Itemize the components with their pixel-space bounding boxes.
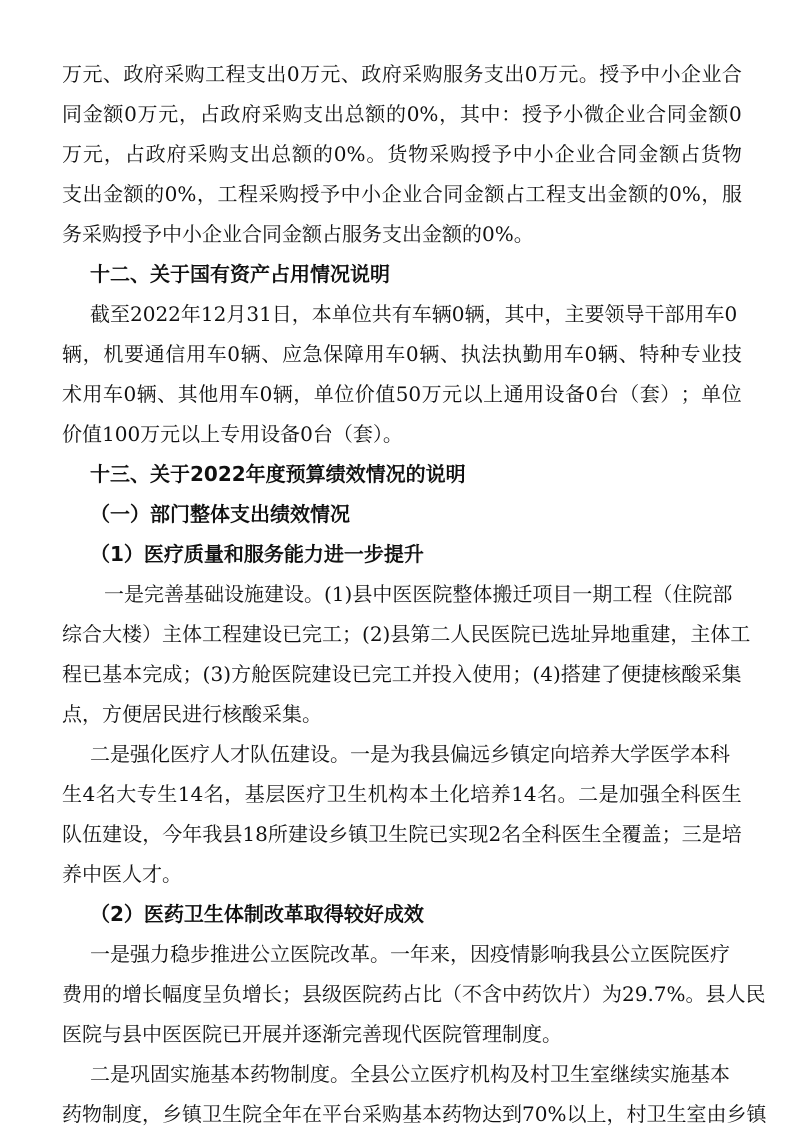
body-line: 万 元 、 政 府 采 购 工 程 支 出 0 万 元 、 政 府 采 购 服 务 支 出 0 万 元 。 授 予 中 小 企 业 合 <box>62 62 742 86</box>
body-line: 辆 ， 机 要 通 信 用 车 0 辆 、 应 急 保 障 用 车 0 辆 、 执 法 执 勤 用 车 0 辆 、 特 种 专 业 技 <box>62 342 742 366</box>
body-line: 一是完善基础设施建设。(1)县中医医院整体搬迁项目一期工程（住院部 <box>104 582 733 606</box>
body-line: 医院与县中医医院已开展并逐渐完善现代医院管理制度。 <box>62 1022 562 1046</box>
body-line: 生 4 名 大 专 生 14 名 ， 基 层 医 疗 卫 生 机 构 本 土 化 培 养 14 名 。 二 是 加 强 全 科 医 生 <box>62 782 742 806</box>
body-line: 程 已 基 本 完 成 ； ( 3 ) 方 舱 医 院 建 设 已 完 工 并 投 入 使 用 ； ( 4 ) 搭 建 了 便 捷 核 酸 采 集 <box>62 662 742 686</box>
body-line: 价值100万元以上专用设备0台（套）。 <box>62 422 403 446</box>
body-line: 截至2022年12月31日，本单位共有车辆0辆，其中，主要领导干部用车0 <box>90 302 738 326</box>
sub-subsection-heading: （2）医药卫生体制改革取得较好成效 <box>90 902 424 926</box>
subsection-heading: （一）部门整体支出绩效情况 <box>90 502 350 526</box>
body-line: 术 用 车 0 辆 、 其 他 用 车 0 辆 ， 单 位 价 值 50 万 元 以 上 通 用 设 备 0 台 （ 套 ） ； 单 位 <box>62 382 742 406</box>
body-line: 万 元 ， 占 政 府 采 购 支 出 总 额 的 0% 。 货 物 采 购 授 予 中 小 企 业 合 同 金 额 占 货 物 <box>62 142 742 166</box>
sub-subsection-heading: （1）医疗质量和服务能力进一步提升 <box>90 542 424 566</box>
section-heading-12: 十二、关于国有资产占用情况说明 <box>90 262 390 286</box>
body-line: 二是巩固实施基本药物制度。全县公立医疗机构及村卫生室继续实施基本 <box>90 1062 730 1086</box>
body-line: 务采购授予中小企业合同金额占服务支出金额的0%。 <box>62 222 534 246</box>
section-heading-13: 十三、关于2022年度预算绩效情况的说明 <box>90 462 466 486</box>
body-line: 点，方便居民进行核酸采集。 <box>62 702 322 726</box>
body-line: 养中医人才。 <box>62 862 182 886</box>
body-line: 支 出 金 额 的 0% ， 工 程 采 购 授 予 中 小 企 业 合 同 金 额 占 工 程 支 出 金 额 的 0% ， 服 <box>62 182 742 206</box>
body-line: 一是强力稳步推进公立医院改革。一年来，因疫情影响我县公立医院医疗 <box>90 942 730 966</box>
body-line: 综 合 大 楼 ） 主 体 工 程 建 设 已 完 工 ； ( 2 ) 县 第 二 人 民 医 院 已 选 址 异 地 重 建 ， 主 体 工 <box>62 622 751 646</box>
body-line: 费 用 的 增 长 幅 度 呈 负 增 长 ； 县 级 医 院 药 占 比 （ 不 含 中 药 饮 片 ） 为 29.7% 。 县 人 民 <box>62 982 766 1006</box>
body-line: 同 金 额 0 万 元 ， 占 政 府 采 购 支 出 总 额 的 0% ， 其 中 ： 授 予 小 微 企 业 合 同 金 额 0 <box>62 102 742 126</box>
body-line: 药 物 制 度 ， 乡 镇 卫 生 院 全 年 在 平 台 采 购 基 本 药 物 达 到 70% 以 上 ， 村 卫 生 室 由 乡 镇 <box>62 1102 767 1126</box>
body-line: 队 伍 建 设 ， 今 年 我 县 18 所 建 设 乡 镇 卫 生 院 已 实 现 2 名 全 科 医 生 全 覆 盖 ； 三 是 培 <box>62 822 742 846</box>
body-line: 二是强化医疗人才队伍建设。一是为我县偏远乡镇定向培养大学医学本科 <box>90 742 730 766</box>
